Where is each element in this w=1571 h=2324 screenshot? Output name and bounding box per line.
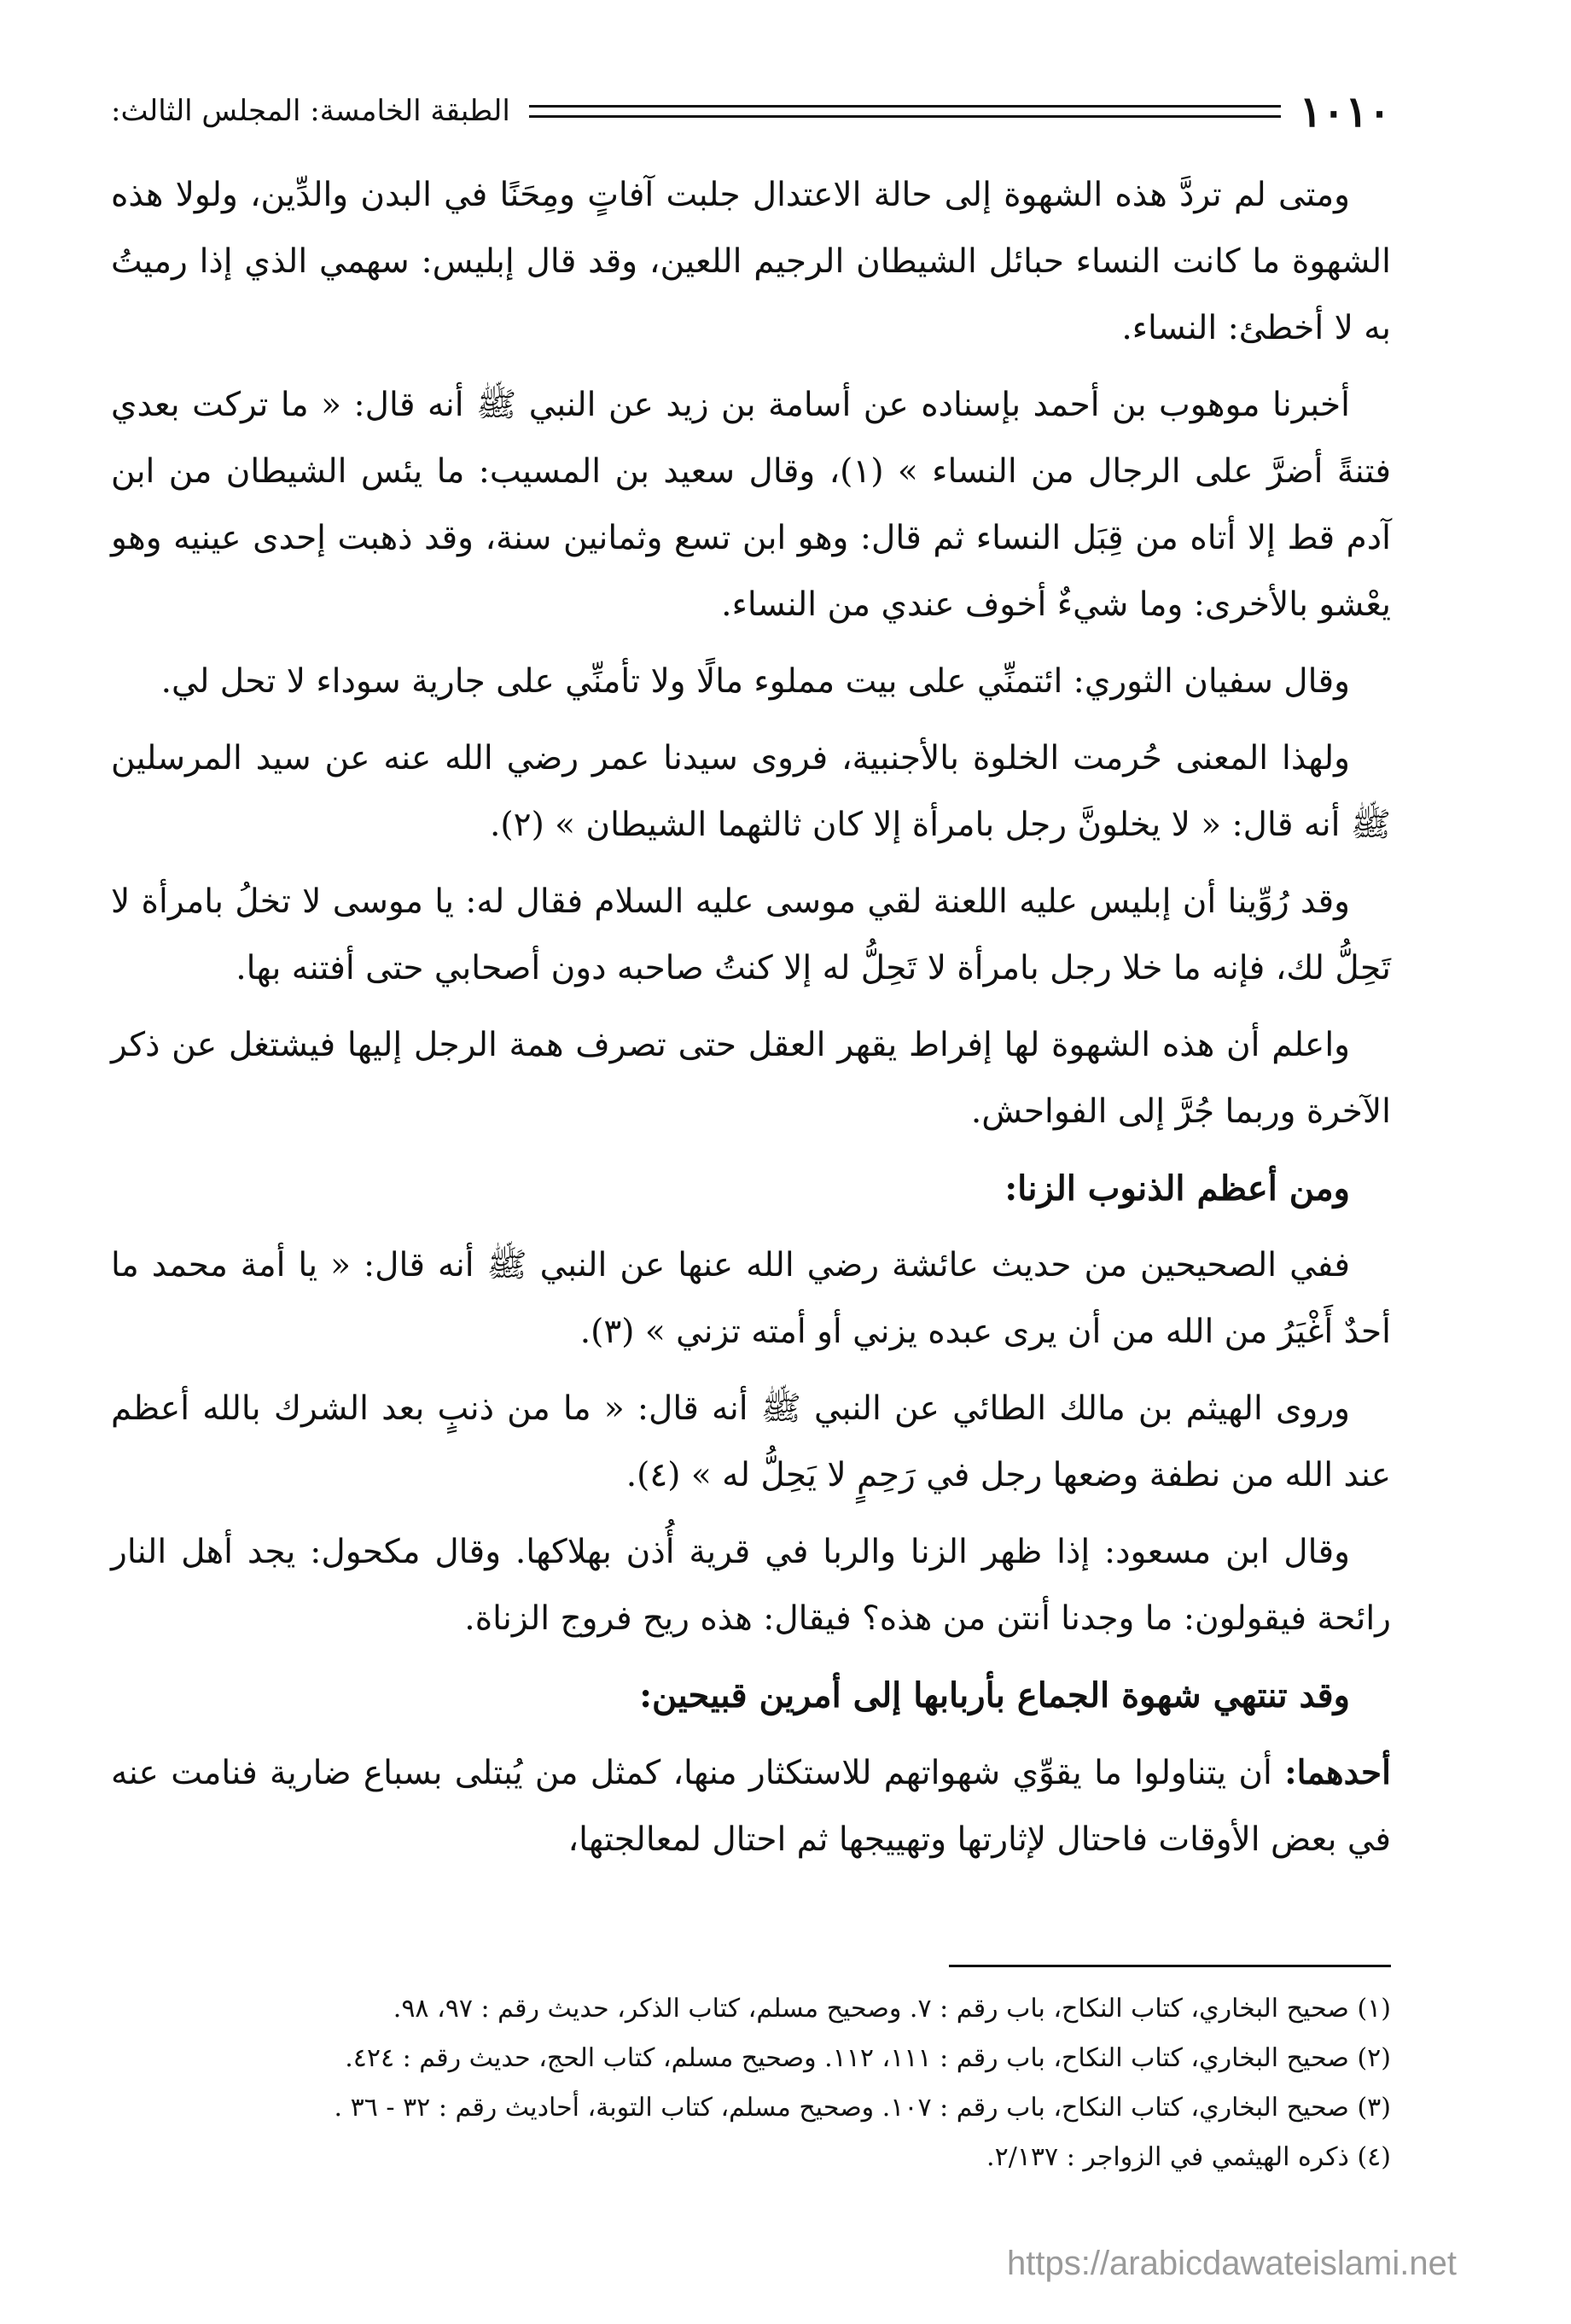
paragraph-6: واعلم أن هذه الشهوة لها إفراط يقهر العقل حتى تصرف همة الرجل إليها فيشتغل عن ذكر الآخرة وربما جُرَّ إلى الفواحش. [111,1026,1391,1131]
page-header [111,85,1391,137]
watermark-url: https://arabicdawateislami.net [1007,2245,1457,2282]
paragraph-8: وروى الهيثم بن مالك الطائي عن النبي ﷺ أنه قال: « ما من ذنبٍ بعد الشرك بالله أعظم عند الله من نطفة وضعها رجل في رَحِمٍ لا يَحِلُّ له » (٤). [111,1389,1391,1494]
paragraph-7: ففي الصحيحين من حديث عائشة رضي الله عنها عن النبي ﷺ أنه قال: « يا أمة محمد ما أحدٌ أَغْيَرُ من الله من أن يرى عبده يزني أو أمته تزني » (٣). [111,1246,1391,1351]
section-heading-1: ومن أعظم الذنوب الزنا: [1004,1168,1350,1209]
paragraph-4: ولهذا المعنى حُرمت الخلوة بالأجنبية، فروى سيدنا عمر رضي الله عنه عن سيد المرسلين ﷺ أنه قال: « لا يخلونَّ رجل بامرأة إلا كان ثالثهما الشيطان » (٢). [111,739,1391,844]
footnote-1: (١) صحيح البخاري، كتاب النكاح، باب رقم : ٧. وصحيح مسلم، كتاب الذكر، حديث رقم : ٩٧، ٩٨. [393,1994,1391,2024]
footnotes [111,1984,1391,2182]
section-heading-2: وقد تنتهي شهوة الجماع بأربابها إلى أمرين قبيحين: [639,1675,1350,1715]
paragraph-10-text: أن يتناولوا ما يقوِّي شهواتهم للاستكثار منها، كمثل من يُبتلى بسباع ضارية فنامت عنه في بعض الأوقات فاحتال لإثارتها وتهييجها ثم احتال لمعالجتها، [111,1754,1391,1859]
page-number: ١٠١٠ [1299,85,1391,137]
paragraph-1: ومتى لم تردَّ هذه الشهوة إلى حالة الاعتدال جلبت آفاتٍ ومِحَنًا في البدن والدِّين، ولولا هذه الشهوة ما كانت النساء حبائل الشيطان الرجيم اللعين، وقد قال إبليس: سهمي الذي إذا رميتُ به لا أخطئ: النساء. [111,176,1391,347]
paragraph-3: وقال سفيان الثوري: ائتمنِّي على بيت مملوء مالًا ولا تأمنِّي على جارية سوداء لا تحل لي. [160,662,1350,701]
footnote-separator [949,1965,1391,1967]
running-head: الطبقة الخامسة: المجلس الثالث: [111,94,510,128]
paragraph-2: أخبرنا موهوب بن أحمد بإسناده عن أسامة بن زيد عن النبي ﷺ أنه قال: « ما تركت بعدي فتنةً أضرَّ على الرجال من النساء » (١)، وقال سعيد بن المسيب: ما يئس الشيطان من ابن آدم قط إلا أتاه من قِبَل النساء ثم قال: وهو ابن تسع وثمانين سنة، وقد ذهبت إحدى عينيه وهو يعْشو بالأخرى: وما شيءٌ أخوف عندي من النساء. [111,386,1391,624]
footnote-2: (٢) صحيح البخاري، كتاب النكاح، باب رقم : ١١١، ١١٢. وصحيح مسلم، كتاب الحج، حديث رقم : ٤٢٤. [345,2043,1391,2073]
body-text [111,162,1391,1884]
footnote-4: (٤) ذكره الهيثمي في الزواجر : ٢/١٣٧. [986,2142,1391,2172]
footnote-3: (٣) صحيح البخاري، كتاب النكاح، باب رقم : ١٠٧. وصحيح مسلم، كتاب التوبة، أحاديث رقم : ٣٢ - ٣٦ . [334,2093,1391,2123]
paragraph-10 [111,1739,1391,1873]
paragraph-5: وقد رُوِّينا أن إبليس عليه اللعنة لقي موسى عليه السلام فقال له: يا موسى لا تخلُ بامرأة لا تَحِلُّ لك، فإنه ما خلا رجل بامرأة لا تَحِلُّ له إلا كنتُ صاحبه دون أصحابي حتى أفتنه بها. [111,882,1391,987]
header-double-rule [529,105,1281,118]
paragraph-9: وقال ابن مسعود: إذا ظهر الزنا والربا في قرية أُذن بهلاكها. وقال مكحول: يجد أهل النار رائحة فيقولون: ما وجدنا أنتن من هذه؟ فيقال: هذه ريح فروج الزناة. [111,1533,1391,1638]
paragraph-10-lead: أحدهما: [1284,1753,1391,1792]
